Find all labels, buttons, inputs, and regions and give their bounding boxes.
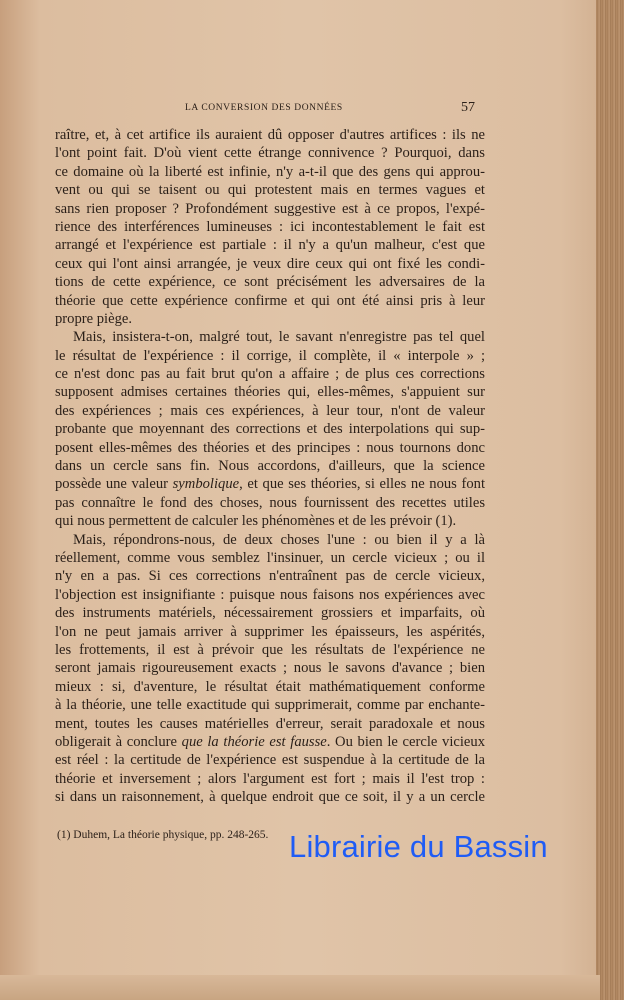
- text-line: posent elles-mêmes des théories et des principes : nous tournons donc: [55, 439, 485, 456]
- text-line: raître, et, à cet artifice ils auraient dû opposer d'autres artifices : ils ne: [55, 127, 485, 143]
- text-line: Mais, insistera-t-on, malgré tout, le savant n'enregistre pas tel quel: [73, 329, 485, 346]
- text-line: l'objection est insignifiante : puisque nous faisons nos expériences avec: [55, 586, 485, 603]
- page-number: 57: [461, 100, 475, 115]
- text-line: [55, 475, 485, 493]
- text-line: ment, toutes les causes matérielles d'erreur, serait paradoxale et nous: [55, 715, 485, 732]
- text-line: tions de cette expérience, ce sont précisément les adversaires de la: [55, 274, 485, 291]
- text-line: ce domaine où la liberté est infinie, n'y a-t-il que des gens qui approu-: [55, 163, 485, 180]
- text-line: ce n'est donc pas au fait brut qu'on a affaire ; de plus ces corrections: [55, 366, 485, 383]
- text-line: des instruments matériels, nécessairement grossiers et imparfaits, où: [55, 605, 485, 622]
- text-segment: , et que ses théories, si elles ne nous font: [239, 476, 485, 493]
- text-segment: obligerait à conclure: [55, 733, 182, 750]
- text-line: des expériences ; mais ces expériences, à leur tour, n'ont de valeur: [55, 402, 485, 419]
- text-line: probante que moyennant des corrections et des interpolations qui sup-: [55, 421, 485, 438]
- footnote: (1) Duhem, La théorie physique, pp. 248-265.: [57, 829, 269, 841]
- text-line: sans rien proposer ? Profondément suggestive est à ce propos, l'expé-: [55, 200, 485, 217]
- text-line: qui nous permettent de calculer les phénomènes et de les prévoir (1).: [55, 513, 457, 530]
- watermark: Librairie du Bassin: [289, 829, 548, 864]
- text-segment: possède une valeur: [55, 476, 173, 493]
- text-line: Mais, répondrons-nous, de deux choses l'une : ou bien il y a là: [73, 531, 485, 548]
- text-line: l'on ne peut jamais arriver à supprimer les épaisseurs, les aspérités,: [55, 623, 485, 640]
- text-line: n'y en a pas. Si ces corrections n'entraînent pas de cercle vicieux,: [55, 568, 485, 585]
- page-bottom-shadow: [0, 975, 600, 1000]
- text-line: est réel : la certitude de l'expérience est suspendue à la certitude de la: [55, 752, 485, 769]
- text-line: le résultat de l'expérience : il corrige, il complète, il « interpole » ;: [55, 347, 485, 364]
- text-line: seront jamais rigoureusement exacts ; nous le savons d'avance ; bien: [55, 660, 485, 677]
- text-line: ceux qui l'ont ainsi arrangée, je veux dire ceux qui ont fixé les condi-: [55, 255, 485, 272]
- italic-text: que la théorie est fausse: [181, 733, 327, 750]
- running-head: LA CONVERSION DES DONNÉES: [185, 103, 343, 113]
- body-text: [55, 126, 485, 806]
- page-edges: [596, 0, 624, 1000]
- text-line: réellement, comme vous semblez l'insinuer, un cercle vicieux ; ou il: [55, 549, 485, 566]
- text-line: à la théorie, une telle exactitude qui supprimerait, comme par enchante-: [55, 697, 485, 714]
- text-line: pas connaître le fond des choses, nous fournissent des recettes utiles: [55, 494, 485, 511]
- text-line: supposent admises certaines théories qui, elles-mêmes, s'appuient sur: [55, 384, 485, 401]
- text-line: propre piège.: [55, 310, 132, 327]
- text-line: théorie que cette expérience confirme et qui ont été ainsi pris à leur: [55, 292, 485, 309]
- text-line: arrangé et l'expérience est partiale : il n'y a qu'un malheur, c'est que: [55, 237, 485, 254]
- text-line: dans un cercle sans fin. Nous accordons, d'ailleurs, que la science: [55, 458, 485, 475]
- text-line: mieux : si, d'aventure, le résultat était mathématiquement conforme: [55, 678, 485, 695]
- text-line: rience des interférences lumineuses : ici incontestablement le fait est: [55, 218, 485, 235]
- text-line: [55, 733, 485, 751]
- page-header: [55, 100, 485, 118]
- text-line: si dans un raisonnement, à quelque endroit que ce soit, il y a un cercle: [55, 789, 485, 806]
- text-segment: . Ou bien le cercle vicieux: [326, 733, 485, 750]
- italic-text: symbolique: [172, 476, 240, 493]
- text-line: l'ont point fait. D'où vient cette étrange connivence ? Pourquoi, dans: [55, 145, 485, 162]
- text-line: théorie et inversement ; alors l'argument est fort ; mais il l'est trop :: [55, 770, 485, 787]
- text-line: les frottements, il est à prévoir que les résultats de l'expérience ne: [55, 641, 485, 658]
- text-line: vent ou qui se taisent ou qui protestent mais en termes vagues et: [55, 182, 485, 199]
